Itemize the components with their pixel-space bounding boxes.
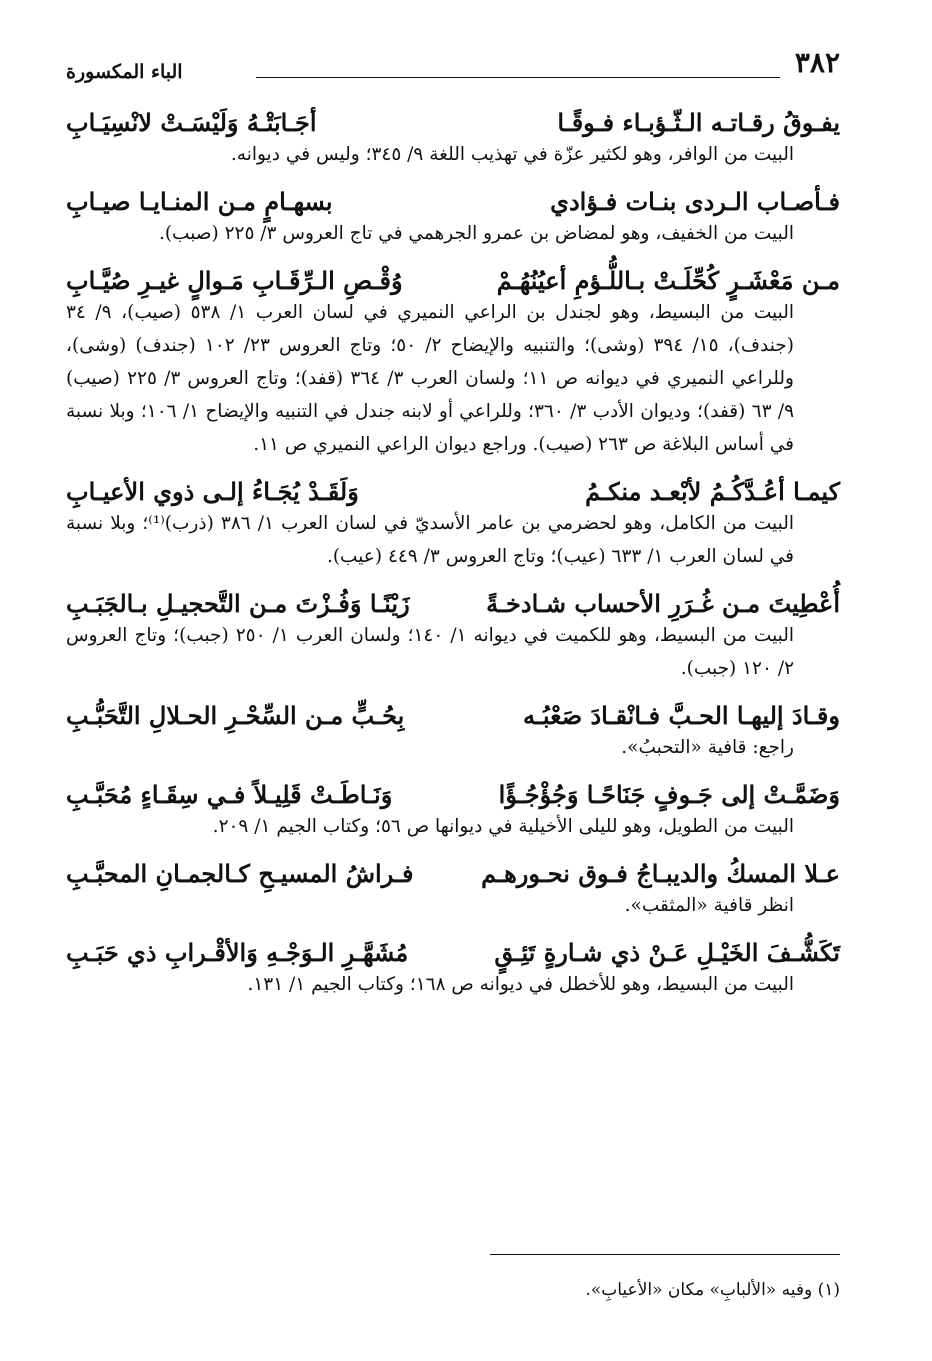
verse-line xyxy=(66,250,840,296)
verse-commentary: البيت من الطويل، وهو لليلى الأخيلية في ديوانها ص ٥٦؛ وكتاب الجيم ١/ ٢٠٩. xyxy=(212,816,794,837)
footnote-area xyxy=(66,1254,840,1303)
running-title: الباء المكسورة xyxy=(66,61,183,83)
verse-commentary: البيت من الوافر، وهو لكثير عزّة في تهذيب اللغة ٩/ ٣٤٥؛ وليس في ديوانه. xyxy=(230,144,794,165)
header-rule xyxy=(256,77,780,78)
verse-first-hemistich: فـأصـاب الـردى بنـات فـؤادي xyxy=(550,187,840,216)
verse-commentary: البيت من البسيط، وهو للأخطل في ديوانه ص ١٦٨؛ وكتاب الجيم ١/ ١٣١. xyxy=(247,974,794,995)
entry-3 xyxy=(66,250,840,461)
entry-7 xyxy=(66,764,840,843)
verse-first-hemistich: عـلا المسكُ والديبـاجُ فـوق نحـورهـم xyxy=(481,859,840,888)
verse-commentary: راجع: قافية «التحببُ». xyxy=(621,737,794,758)
entry-9 xyxy=(66,922,840,1001)
verse-commentary: البيت من البسيط، وهو لجندل بن الراعي النميري في لسان العرب ١/ ٥٣٨ (صيب)، ٩/ ٣٤ (جندف)، ١٥/ ٣٩٤ (وشى)؛ والتنبيه والإيضاح ٢/ ٥٠؛ وتاج العروس ٢٣/ ١٠٢ (جندف) (وشى)، وللراعي النميري في ديوانه ص ١١؛ ولسان العرب ٣/ ٣٦٤ (قفد)؛ وتاج العروس ٣/ ٢٢٥ (صيب) ٩/ ٦٣ (قفد)؛ وديوان الأدب ٣/ ٣٦٠؛ وللراعي أو لابنه جندل في التنبيه والإيضاح ١/ ١٠٦؛ وبلا نسبة في أساس البلاغة ص ٢٦٣ (صيب). وراجع ديوان الراعي النميري ص ١١. xyxy=(66,302,795,455)
verse-first-hemistich: كيمـا أعُـدَّكُـمُ لأبْعـد منكـمُ xyxy=(585,477,840,506)
verse-line xyxy=(66,764,840,810)
verse-second-hemistich: مُشَهَّـرِ الـوَجْـهِ وَالأقْـرابِ ذي حَبَـبِ xyxy=(66,938,409,967)
entry-1 xyxy=(66,92,840,171)
verse-commentary: انظر قافية «المثقب». xyxy=(624,895,794,916)
page-number: ٣٨٢ xyxy=(794,46,840,79)
verse-first-hemistich: يفـوقُ رقـاتـه الـثّـؤبـاء فـوقًـا xyxy=(557,108,840,137)
verse-commentary: البيت من الخفيف، وهو لمضاض بن عمرو الجرهمي في تاج العروس ٣/ ٢٢٥ (صبب). xyxy=(158,223,794,244)
entry-2 xyxy=(66,171,840,250)
verse-second-hemistich: أجَـابَتْـهُ وَلَيْسَـتْ لانْسِيَـابِ xyxy=(66,108,317,137)
verse-line xyxy=(66,685,840,731)
footnote: (١) وفيه «الألبابِ» مكان «الأعيابِ». xyxy=(585,1280,840,1300)
book-page xyxy=(66,0,840,1300)
verse-second-hemistich: زَيْنًـا وَفُـزْتَ مـن التَّحجيـلِ بـالجَبَـبِ xyxy=(66,589,410,618)
verse-first-hemistich: أُعْطِيتَ مـن غُـرَرِ الأحساب شـادخـةً xyxy=(486,589,840,618)
entry-6 xyxy=(66,685,840,764)
entry-4 xyxy=(66,461,840,573)
verse-line xyxy=(66,922,840,968)
verse-line xyxy=(66,171,840,217)
verse-second-hemistich: وُقْـصِ الـرِّقَـابِ مَـوالٍ غيـرِ صُيَّـابِ xyxy=(66,266,403,295)
verse-line xyxy=(66,461,840,507)
verse-line xyxy=(66,573,840,619)
entry-8 xyxy=(66,843,840,922)
verse-line xyxy=(66,843,840,889)
verse-first-hemistich: تَكَشُّـفَ الخَيْـلِ عَـنْ ذي شـارةٍ تَئِـقٍ xyxy=(494,938,840,967)
verse-first-hemistich: وَضَمَّـتْ إلى جَـوفٍ جَنَاحًـا وَجُؤْجُـؤًا xyxy=(498,780,840,809)
verse-second-hemistich: فـراشُ المسيـحِ كـالجمـانِ المحبَّـبِ xyxy=(66,859,414,888)
verse-second-hemistich: وَنَـاطَـتْ قَلِيـلاً فـي سِقَـاءٍ مُحَبَّـبِ xyxy=(66,780,393,809)
entry-5 xyxy=(66,573,840,685)
page-header xyxy=(66,0,840,92)
verse-second-hemistich: وَلَقَـدْ يُجَـاءُ إلـى ذوي الأعيـابِ xyxy=(66,477,359,506)
verse-first-hemistich: وقـادَ إليهـا الحـبَّ فـانْقـادَ صَعْبُـه xyxy=(523,701,840,730)
verse-line xyxy=(66,92,840,138)
verse-second-hemistich: بِحُـبٍّ مـن السِّحْـرِ الحـلالِ التَّحَبُّـبِ xyxy=(66,701,405,730)
verse-commentary: البيت من البسيط، وهو للكميت في ديوانه ١/ ١٤٠؛ ولسان العرب ١/ ٢٥٠ (جبب)؛ وتاج العروس ٢/ ١٢٠ (جبب). xyxy=(66,625,795,679)
verse-commentary: البيت من الكامل، وهو لحضرمي بن عامر الأسديّ في لسان العرب ١/ ٣٨٦ (ذرب)⁽¹⁾؛ وبلا نسبة في لسان العرب ١/ ٦٣٣ (عيب)؛ وتاج العروس ٣/ ٤٤٩ (عيب). xyxy=(66,513,794,567)
verse-first-hemistich: مـن مَعْشَـرٍ كُحِّلَـتْ بـاللُّـؤمِ أعيُنُهُـمْ xyxy=(496,266,840,295)
verse-second-hemistich: بسهـامٍ مـن المنـايـا صيـابِ xyxy=(66,187,333,216)
